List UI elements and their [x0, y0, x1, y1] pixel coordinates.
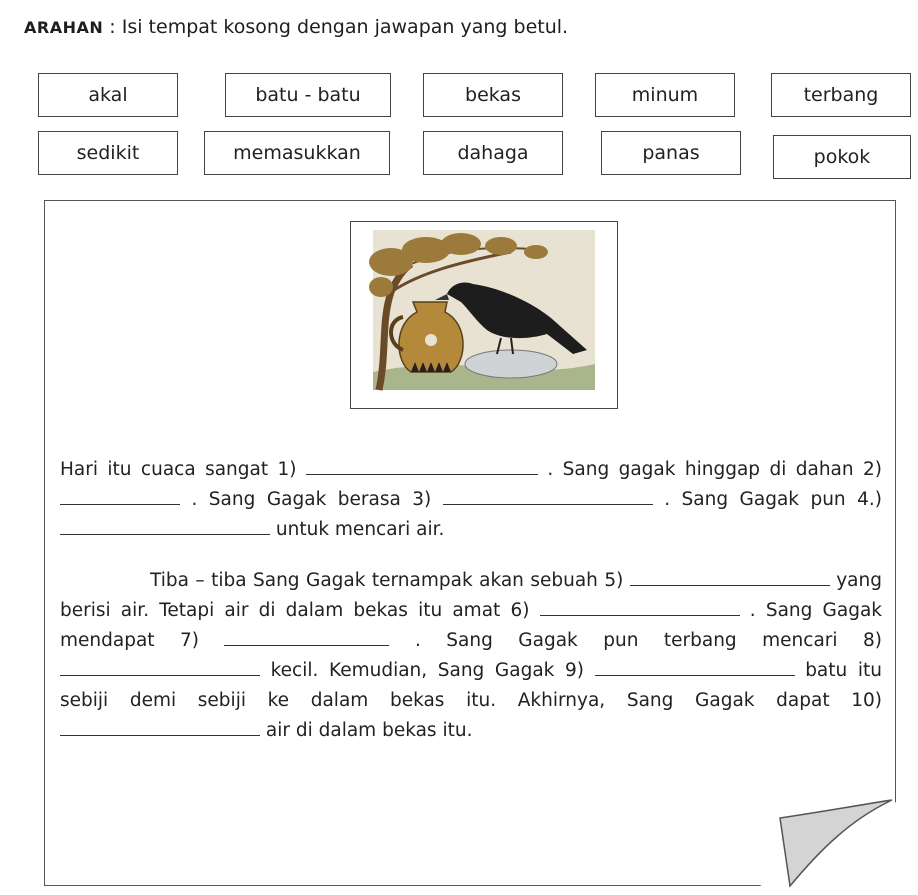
blank-1[interactable] [306, 456, 538, 475]
para2-text-6: batu itu sebiji demi sebiji ke dalam bekas itu. Akhirnya, Sang Gagak dapat 10) [60, 660, 882, 711]
word-box-minum: minum [595, 73, 735, 117]
para2-text-3: . Sang Gagak mendapat 7) [60, 600, 882, 651]
paragraph-2 [60, 566, 882, 746]
word-box-panas: panas [601, 131, 741, 175]
para2-text-2: yang berisi air. Tetapi air di dalam bekas itu amat 6) [60, 570, 882, 621]
para1-text-1: Hari itu cuaca sangat 1) [60, 459, 297, 480]
blank-6[interactable] [540, 597, 740, 616]
instruction-label: ARAHAN [24, 18, 104, 37]
word-box-akal: akal [38, 73, 178, 117]
word-box-dahaga: dahaga [423, 131, 563, 175]
para2-text-5: kecil. Kemudian, Sang Gagak 9) [270, 660, 584, 681]
para2-text-7: air di dalam bekas itu. [265, 720, 473, 741]
para1-text-3: . Sang Gagak berasa 3) [191, 489, 432, 510]
word-box-bekas: bekas [423, 73, 563, 117]
blank-4[interactable] [60, 516, 270, 535]
instruction-text: : Isi tempat kosong dengan jawapan yang betul. [109, 16, 569, 38]
blank-10[interactable] [60, 717, 260, 736]
blank-8[interactable] [60, 657, 260, 676]
para2-text-1: Tiba – tiba Sang Gagak ternampak akan sebuah 5) [150, 570, 624, 591]
illustration-frame [350, 221, 618, 409]
crow-pitcher-icon [351, 222, 616, 407]
word-box-pokok: pokok [773, 135, 911, 179]
para1-text-2: . Sang gagak hinggap di dahan 2) [547, 459, 883, 480]
blank-9[interactable] [595, 657, 795, 676]
word-box-sedikit: sedikit [38, 131, 178, 175]
word-box-memasukkan: memasukkan [204, 131, 390, 175]
para2-text-4: . Sang Gagak pun terbang mencari 8) [414, 630, 882, 651]
word-box-batu-batu: batu - batu [225, 73, 391, 117]
blank-5[interactable] [630, 567, 830, 586]
para1-text-4: . Sang Gagak pun 4.) [664, 489, 882, 510]
para1-text-5: untuk mencari air. [275, 519, 445, 540]
blank-7[interactable] [224, 627, 389, 646]
blank-2[interactable] [60, 486, 180, 505]
word-box-terbang: terbang [771, 73, 911, 117]
paragraph-1 [60, 455, 882, 545]
blank-3[interactable] [443, 486, 653, 505]
instruction [24, 16, 568, 38]
